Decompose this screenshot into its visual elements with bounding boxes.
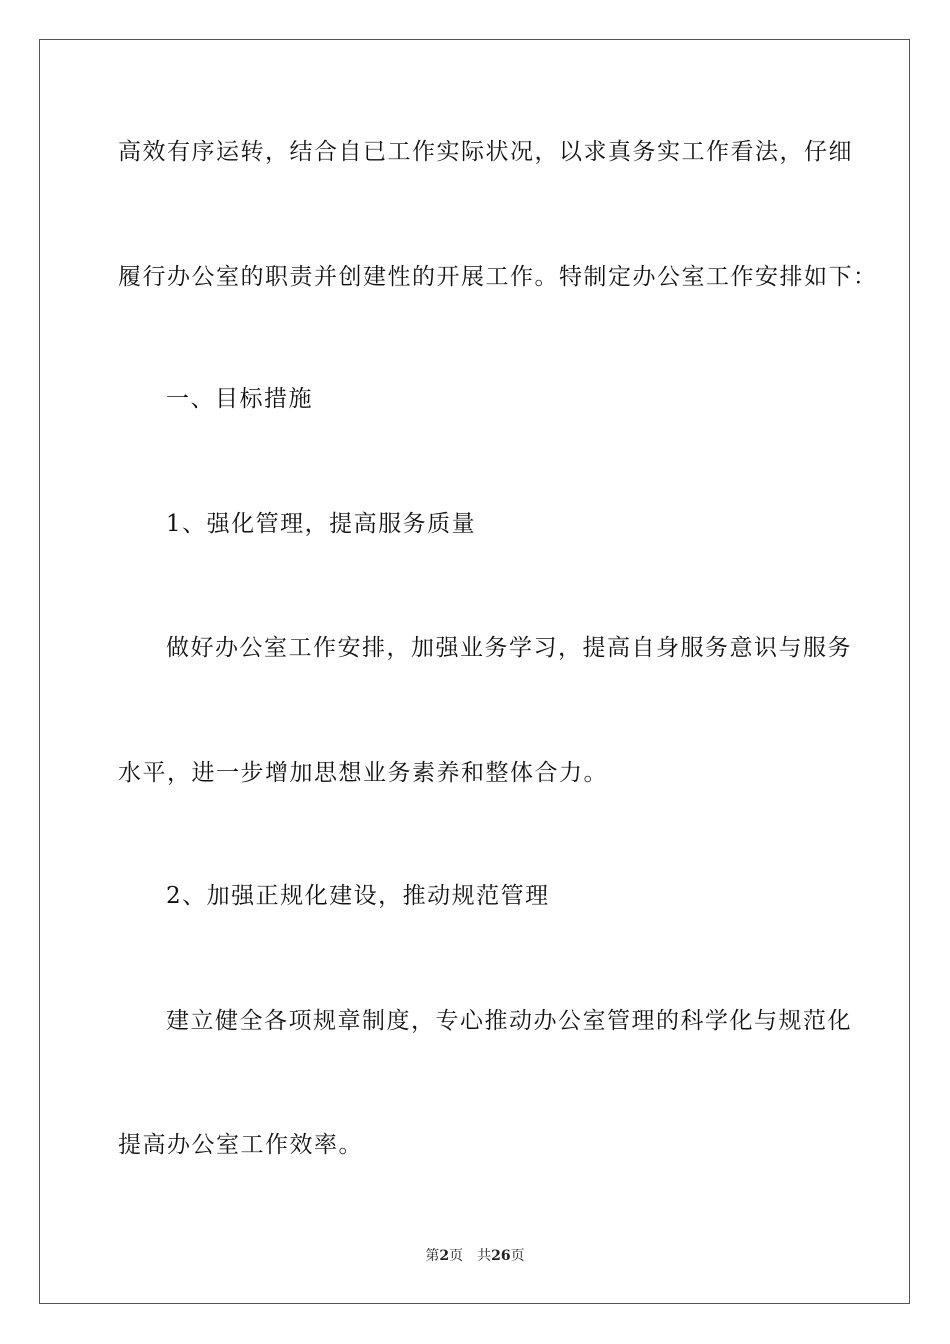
body-text-line: 高效有序运转，结合自已工作实际状况，以求真务实工作看法，仔细 xyxy=(118,139,853,165)
page-suffix: 页 xyxy=(449,1248,464,1264)
total-page-number: 26 xyxy=(491,1248,511,1264)
section-heading: 一、目标措施 xyxy=(166,386,313,412)
subsection-heading: 2、加强正规化建设，推动规范管理 xyxy=(166,883,550,909)
page-border xyxy=(39,39,910,1304)
total-suffix: 页 xyxy=(510,1248,525,1264)
current-page-number: 2 xyxy=(439,1248,450,1264)
page-footer xyxy=(0,1247,950,1265)
body-text-line: 水平，进一步增加思想业务素养和整体合力。 xyxy=(118,760,608,786)
page-prefix: 第 xyxy=(425,1248,440,1264)
body-text-line: 建立健全各项规章制度，专心推动办公室管理的科学化与规范化 xyxy=(166,1008,852,1034)
body-text-line: 履行办公室的职责并创建性的开展工作。特制定办公室工作安排如下： xyxy=(118,264,878,290)
subsection-heading: 1、强化管理，提高服务质量 xyxy=(166,511,477,537)
body-text-line: 做好办公室工作安排，加强业务学习，提高自身服务意识与服务 xyxy=(166,635,852,661)
body-text-line: 提高办公室工作效率。 xyxy=(118,1132,363,1158)
total-prefix: 共 xyxy=(477,1248,492,1264)
